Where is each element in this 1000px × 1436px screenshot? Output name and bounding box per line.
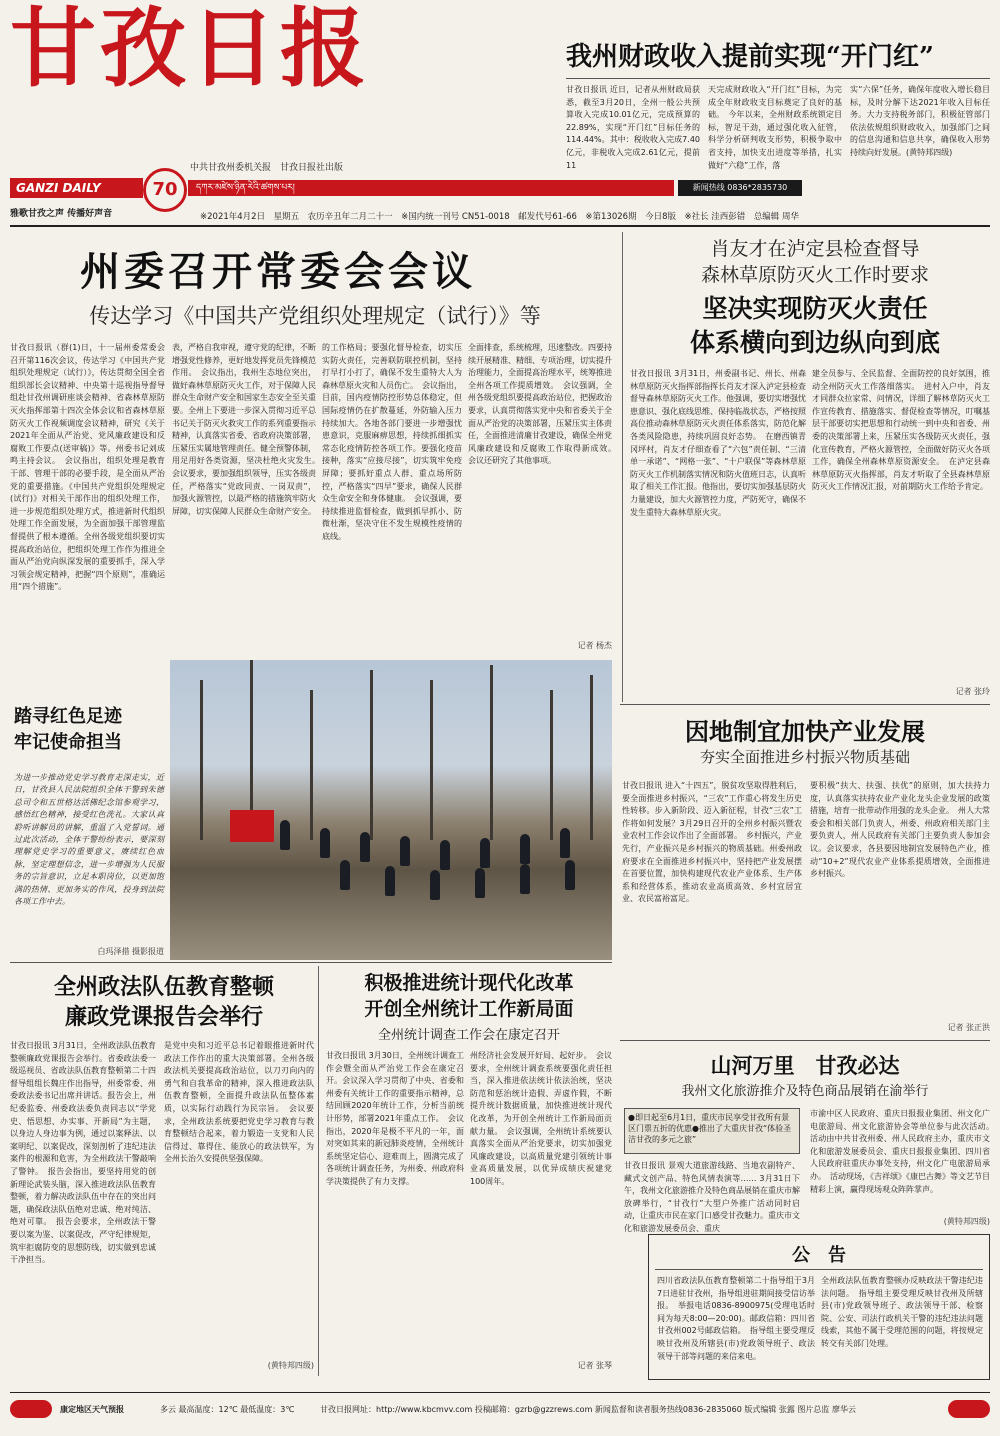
masthead-rule	[10, 225, 990, 227]
lead-story-col2: 表，严格自我审视，遵守党的纪律，不断增强党性修养，更好地发挥党员先锋模范作用。 会议指出，我州生态地位突出，做好森林草原防灭火工作，对于保障人民群众生命财产安全和国家生态安全至关重要。全州上下要进一步深入贯彻习近平总书记关于防灭火救灾工作的系列重要指示精神，认真落实省委、省政府决策部署，压紧压实属地管理责任。健全预警体制，用足用好各类资源，坚决杜绝火灾发生。 会议要求，要加强组织领导，压实各级责任，严格落实“党政同责、一岗双责”，加强火源管控，以最严格的措施筑牢防火屏障，切实保障人民群众生命财产安全。	[172, 343, 324, 516]
footer-decoration-icon	[948, 1400, 990, 1418]
culture-story-byline: (黄特邦四级)	[943, 1217, 990, 1226]
stats-story-col1: 甘孜日报讯 3月30日，全州统计调查工作会暨全面从严治党工作会在康定召开。会议深入学习贯彻了中央、省委和州委有关统计工作的重要指示精神，总结回顾2020年统计工作，分析当前统计形势，部署2021年重点工作。 会议指出，2020年是极不平凡的一年，面对突如其来的新冠肺炎疫情，全州统计系统坚定信心、迎难而上，圆满完成了各项统计调查任务，为州委、州政府科学决策提供了有力支撑。	[326, 1051, 464, 1186]
right-story-byline: 记者 张玲	[955, 687, 990, 696]
top-story-col3: 实“六保”任务，确保年度收入增长稳目标，及时分解下达2021年收入目标任务。大力支持税务部门，积极征管部门依法依规组织财政收入，加强部门之间的信息沟通和信息共享，确保收入形势持续向好发展。(黄特邦四级)	[850, 85, 990, 157]
masthead-tibetan: དཀར་མཛེས་ཉིན་རེའི་ཚགས་པར།	[188, 180, 674, 196]
top-story-title: 我州财政收入提前实现“开门红”	[566, 42, 934, 72]
industry-story-col2: 要积极“扶大、扶强、扶优”的原则，加大扶持力度，认真落实扶持农业产业化龙头企业发展的政策措施，培育一批带动作用强的龙头企业。 州人大常委会和相关部门负责人，州委、州政府相关部门主要负责人，州人民政府有关部门主要负责人参加会议。会议要求，各县要因地制宜发展特色产业，推动“10+2”现代农业产业体系提质增效，全面推进乡村振兴。	[810, 781, 990, 879]
culture-story-highlight-box: ●即日起至6月1日，重庆市民享受甘孜所有景区门票五折的优惠●推出了大重庆甘孜“体验圣洁甘孜的多元之旅”	[624, 1108, 800, 1154]
politics-story-col1: 甘孜日报讯 3月31日，全州政法队伍教育整顿廉政党课报告会举行。省委政法委一级巡视员、省政法队伍教育整顿第二十四督导组组长魏庄作出指导，州委常委、州委政法委书记出席并讲话。报告会上，州纪委监委、州委政法委负责同志以“学党史、悟思想、办实事、开新局”为主题，以身边人身边事为例，通过以案释法、以案明纪、以案促改，深刻剖析了违纪违法案件的根源和危害，为全州政法干警敲响了警钟。 报告会指出，要坚持用党的创新理论武装头脑，深入推进政法队伍教育整顿，着力解决政法队伍中存在的突出问题，确保政法队伍绝对忠诚、绝对纯洁、绝对可靠。 报告会要求，全州政法干警要以案为鉴、以案促改，严守纪律规矩，筑牢拒腐防变的思想防线，切实做到忠诚干净担当。	[10, 1041, 156, 1265]
notice-col2: 全州政法队伍教育整顿办反映政法干警违纪违法问题。 指导组主要受理反映甘孜州及所辖县(市)党政领导班子、政法领导干部、检察院、公安、司法行政机关干警的违纪违法问题线索，其他不属于受理范围的问题，将按规定转交有关部门处理。	[821, 1276, 983, 1348]
politics-story-col2: 是党中央和习近平总书记着眼推进新时代政法工作作出的重大决策部署。全州各级政法机关要提高政治站位，以刀刃向内的勇气和自我革命的精神，深入推进政法队伍教育整顿，全面提升政法队伍整体素质，以实际行动践行为民宗旨。 会议要求，全州政法系统要把党史学习教育与教育整顿结合起来，着力锻造一支党和人民信得过、靠得住、能放心的政法铁军，为全州长治久安提供坚强保障。	[164, 1041, 314, 1164]
weather-icon	[10, 1400, 52, 1418]
masthead-english: GANZI DAILY	[10, 178, 143, 198]
culture-story-title: 山河万里 甘孜必达	[710, 1053, 900, 1078]
weather-forecast: 多云 最高温度：12℃ 最低温度：3℃	[160, 1405, 295, 1414]
industry-story-subtitle: 夯实全面推进乡村振兴物质基础	[699, 748, 910, 766]
stats-story-col2: 州经济社会发展开好局、起好步。 会议要求，全州统计调查系统要强化责任担当，深入推进依法统计依法治统，坚决防范和惩治统计造假、弄虚作假，不断提升统计数据质量，加快推进统计现代化改革，为开创全州统计工作新局面贡献力量。 会议强调，全州统计系统要认真落实全面从严治党要求，切实加强党风廉政建设，以高质量党建引领统计事业高质量发展，以优异成绩庆祝建党100周年。	[470, 1051, 612, 1186]
lead-story-subtitle: 传达学习《中国共产党组织处理规定（试行）》等	[89, 304, 541, 328]
politics-story-byline: (黄特邦四级)	[267, 1361, 314, 1370]
top-story-col1: 甘孜日报讯 近日，记者从州财政局获悉，截至3月20日，全州一般公共预算收入完成10.01亿元，完成预算的22.89%，实现“开门红”目标任务的114.44%。其中：税收收入完成7.40亿元，非税收入完成2.61亿元，提前11	[566, 85, 700, 170]
masthead-slogan: 雅歌甘孜之声 传播好声音	[10, 209, 113, 219]
red-story-text: 为进一步推动党史学习教育走深走实，近日，甘孜县人民法院组织全体干警到朱德总司令和五世格达活佛纪念馆参观学习，感悟红色精神，接受红色洗礼。大家认真聆听讲解员的讲解，重温了入党誓词。通过此次活动，全体干警纷纷表示，要深刻理解党史学习的重要意义，赓续红色血脉，坚定理想信念，进一步增强为人民服务的宗旨意识，立足本职岗位，以更加饱满的热情、更加务实的作风，投身到法院各项工作中去。	[14, 773, 164, 907]
right-story-col1: 甘孜日报讯 3月31日，州委副书记、州长、州森林草原防灭火指挥部指挥长肖友才深入泸定县检查督导森林草原防灭火工作。他强调，要切实增强忧患意识、强化底线思维、保持临战状态，严格按照高位推动森林草原防灭火责任体系落实，防范化解各类风险隐患，持续巩固良好态势。 在磨西镇青冈坪村，肖友才仔细查看了“六包”责任制、“三清单一承诺”、“网格一张”、“十户联保”等森林草原防灭火工作机制落实情况和防火值班日志，认真听取了相关工作汇报。他指出，要切实加强基层防火力量建设，加大火源管控力度，严防死守，确保不发生重特大森林草原火灾。	[630, 369, 806, 517]
notice-box	[648, 1234, 990, 1380]
lead-story-title: 州委召开常委会会议	[80, 248, 476, 295]
right-story-col2: 建全员参与、全民监督、全面防控的良好氛围，推动全州防灭火工作落细落实。 进村入户中，肖友才同群众拉家常、问情况，详细了解林草防灭火工作宣传教育、措施落实、督促检查等情况，叮嘱基层干部要切实把思想和行动统一到中央和省委、州委的决策部署上来，压紧压实各级防灭火责任，强化宣传教育，严格火源管控，全面做好防灭火各项工作，确保全州森林草原资源安全。 在泸定县森林草原防灭火指挥部，肖友才听取了全县森林草原防灭火工作情况汇报，对前期防火工作给予肯定。	[812, 369, 990, 492]
team-photo	[170, 660, 612, 960]
weather-label: 康定地区天气预报	[60, 1405, 124, 1414]
stats-story-title: 积极推进统计现代化改革 开创全州统计工作新局面	[364, 972, 574, 1020]
top-story-col2: 天完成财政收入“开门红”目标，为完成全年财政收支目标奠定了良好的基础。 今年以来，全州财政系统锁定目标，智足干劲，通过强化收入征管，科学分析研判收支形势，积极争取中省支持，加快支出进度等举措，扎实做好“六稳”工作，落	[708, 85, 842, 170]
red-story-byline: 白玛泽措 摄影报道	[97, 947, 164, 956]
industry-story-title: 因地制宜加快产业发展	[685, 717, 925, 746]
politics-story-title: 全州政法队伍教育整顿 廉政党课报告会举行	[53, 974, 274, 1030]
anniversary-emblem: 70	[143, 168, 187, 212]
masthead-org-line: 中共甘孜州委机关报 甘孜日报社出版	[190, 163, 344, 173]
culture-story-subtitle: 我州文化旅游推介及特色商品展销在渝举行	[681, 1084, 929, 1099]
stats-story-byline: 记者 张琴	[577, 1361, 612, 1370]
culture-story-col2: 市渝中区人民政府、重庆日报报业集团、州文化广电旅游局、州文化旅游协会等单位参与此次活动。 活动由中共甘孜州委、州人民政府主办，重庆市文化和旅游发展委员会、重庆日报报业集团、四川省人民政府驻重庆办事处支持，州文化广电旅游局承办。 活动现场，《吉祥颂》《康巴古舞》等文艺节目精彩上演，赢得现场观众阵阵掌声。	[810, 1109, 998, 1194]
notice-title: 公 告	[792, 1245, 846, 1266]
lead-story-col3: 的工作格局；要强化督导检查，切实压实防火责任，完善联防联控机制，坚持打早打小打了，确保不发生重特大人为森林草原火灾和人员伤亡。 会议指出，目前，国内疫情防控形势总体稳定，但国际疫情仍在扩散蔓延，外防输入压力持续加大。各地各部门要进一步增强忧患意识，克服麻痹思想，持续抓细抓实常态化疫情防控各项工作。要强化疫苗接种，落实“应接尽接”，切实筑牢免疫屏障；要抓好重点人群、重点场所防控，严格落实“四早”要求，确保人民群众生命安全和身体健康。 会议强调，要持续推进监督检查，做到抓早抓小、防微杜渐，坚决守住不发生规模性疫情的底线。	[322, 343, 462, 541]
date-line: ※2021年4月2日 星期五 农历辛丑年二月二十一 ※国内统一刊号 CN51-0018 邮发代号61-66 ※第13026期 今日8版 ※社长 洼西彭错 总编辑 周华	[200, 212, 800, 222]
industry-story-col1: 甘孜日报讯 进入“十四五”，脱贫攻坚取得胜利后，要全面推进乡村振兴，“三农”工作重心将发生历史性转移。步入新阶段、迈入新征程，甘孜“三农”工作将如何发展？3月29日召开的全州乡村振兴暨农业农村工作会议作出了全面部署。 乡村振兴，产业先行，产业振兴是乡村振兴的物质基础。州委州政府要求在全面推进乡村振兴中，坚持把产业发展摆在首要位置，加快构建现代农业产业体系、生产体系和经营体系，推动农业高质高效、乡村宜居宜业、农民富裕富足。	[622, 781, 802, 904]
footer-contact: 甘孜日报网址：http://www.kbcmvv.com 投稿邮箱：gzrb@gzzrews.com 新闻监督和读者服务热线0836-2835060 版式编辑 张露 图片总监 廖华云	[320, 1404, 940, 1415]
stats-story-subtitle: 全州统计调查工作会在康定召开	[377, 1028, 560, 1043]
hotline: 新闻热线 0836*2835730	[678, 180, 802, 196]
lead-story-col1: 甘孜日报讯（群(1)日，十一届州委常委会召开第116次会议，传达学习《中国共产党组织处理规定（试行）》，传达贯彻全国全省组织部长会议精神、中央第十巡视指导督导组赴甘孜州调研座谈会精神、省森林草原防灭火指挥部第十四次全体会议和省森林草原防灭火工作视频调度会议精神，研究《关于2021年全面从严治党、党风廉政建设和反腐败工作要点(送审稿)》等。州委书记刘成鸣主持会议。 会议指出，组织处理是教育干部、管理干部的必要手段，是全面从严治党的重要措施。《中国共产党组织处理规定(试行)》对相关干部作出的组织处理工作，进一步规范组织处理方式，推进新时代组织处理工作全面发展，为全面加强干部管理监督提供了根本遵循。全州各级党组织要切实提高政治站位，把组织处理工作作为推进全面从严治党向纵深发展的重要抓手，深入学习领会规定精神，把握“四个原则”，准确运用“四个措施”。	[10, 343, 165, 592]
culture-story-col1: 甘孜日报讯 景观大道旅游线路、当地农副特产、藏式文创产品、特色风情表演等…… 3月31日下午，我州文化旅游推介及特色商品展销在重庆市解放碑举行，“甘孜行”大型户外推广活动同时启动，让重庆市民在家门口感受甘孜魅力。重庆市文化和旅游发展委员会、重庆	[624, 1161, 800, 1233]
lead-story-byline: 记者 杨杰	[577, 641, 612, 650]
notice-col1: 四川省政法队伍教育整顿第二十指导组于3月7日进驻甘孜州，指导组进驻期间接受信访举报。 举报电话0836-8900975(受理电话时间为每天8:00—20:00)。邮政信箱：四川省甘孜州002号邮政信箱。 指导组主要受理反映甘孜州及所辖县(市)党政领导班子、政法领导干部等问题的来信来电。	[657, 1276, 815, 1361]
industry-story-byline: 记者 张正洪	[947, 1023, 990, 1032]
red-story-title: 踏寻红色足迹 牢记使命担当	[14, 706, 122, 753]
party-flag	[230, 810, 274, 842]
right-story-title: 坚决实现防灭火责任 体系横向到边纵向到底	[689, 294, 940, 357]
masthead-logo: 甘孜日报	[10, 0, 370, 99]
lead-story-col4: 全面排查，系统梳理，迅速整改。四要持续开展精准、精细、专项治理，切实提升治理能力，全面提高治理水平，统筹推进全州各项工作提质增效。 会议强调，全州各级党组织要提高政治站位，把握政治要求，认真贯彻落实党中央和省委关于全面从严治党的决策部署，压紧压实主体责任，全面推进清廉甘孜建设，确保全州党风廉政建设和反腐败工作取得新成效。 会议还研究了其他事项。	[468, 343, 620, 466]
right-story-kicker: 肖友才在泸定县检查督导 森林草原防灭火工作时要求	[700, 238, 929, 286]
